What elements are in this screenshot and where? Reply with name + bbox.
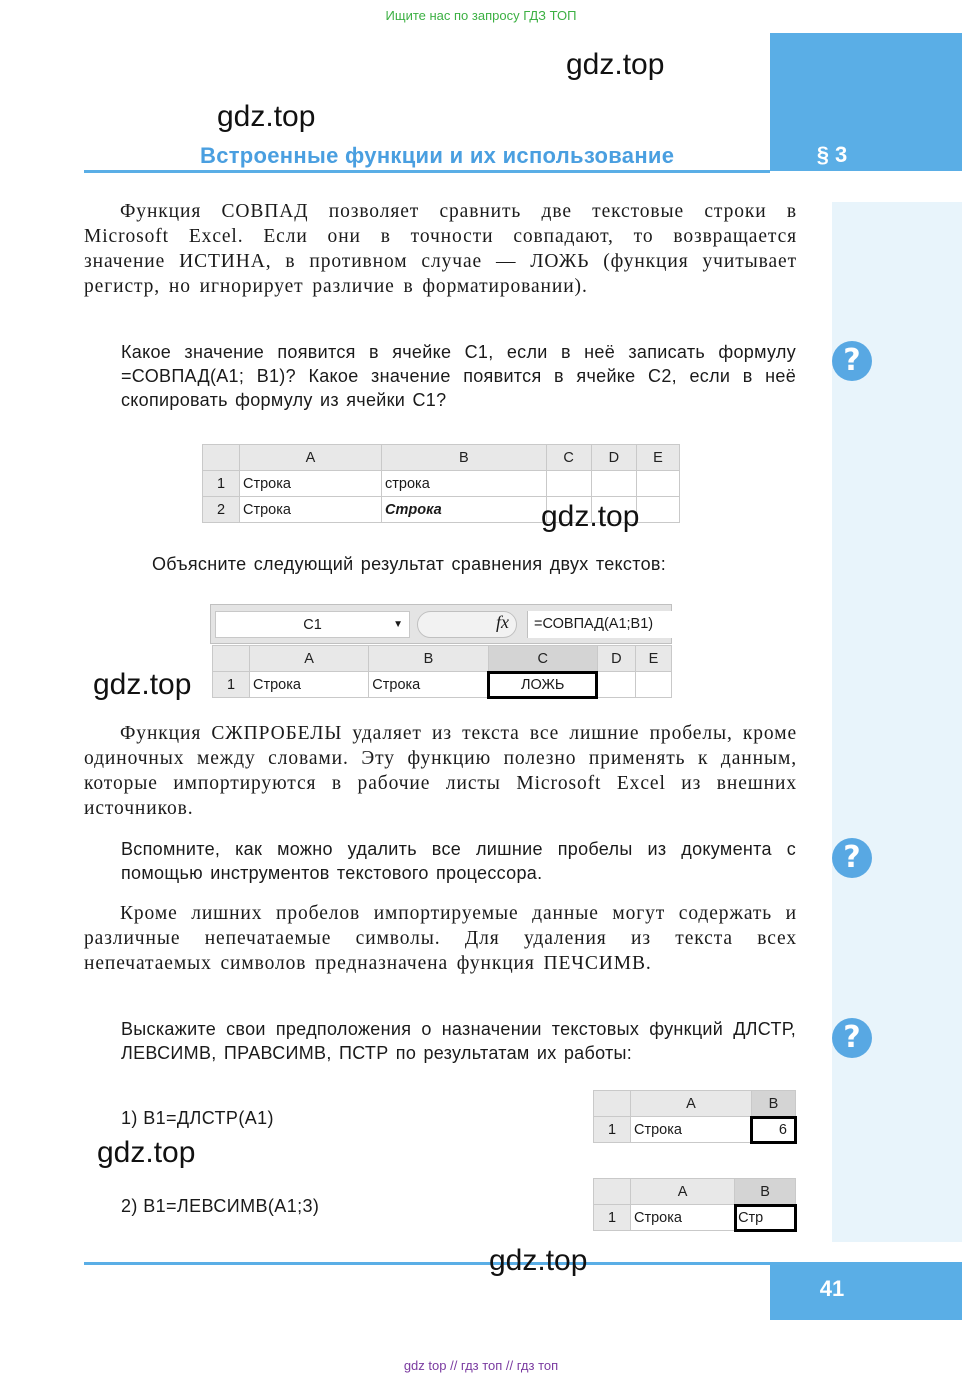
chapter-title: Встроенные функции и их использование: [200, 143, 675, 168]
row-header[interactable]: 1: [213, 672, 250, 698]
column-header[interactable]: C: [546, 445, 591, 471]
cell-c1[interactable]: [546, 471, 591, 497]
top-banner: Ищите нас по запросу ГДЗ ТОП: [385, 8, 577, 23]
watermark: gdz.top: [97, 1136, 196, 1169]
section-number: § 3: [816, 142, 848, 167]
example-label: 2) B1=ЛЕВСИМВ(A1;3): [121, 1196, 320, 1216]
corner-cell[interactable]: [213, 646, 250, 672]
question-text: Какое значение появится в ячейке С1, если в неё записать формулу =СОВПАД(А1; В1)? Какое значение появится в ячейке С2, если в неё скопировать формулу из ячейки С1?: [121, 342, 796, 410]
page-number: 41: [819, 1276, 845, 1301]
watermark: gdz.top: [541, 500, 640, 533]
bottom-links[interactable]: gdz top // гдз топ // гдз топ: [403, 1358, 559, 1373]
chevron-down-icon[interactable]: ▼: [393, 619, 403, 630]
corner-cell[interactable]: [203, 445, 240, 471]
cell-a1[interactable]: Строка: [240, 471, 382, 497]
column-header[interactable]: B: [751, 1091, 795, 1117]
paragraph-szhprobely: Функция СЖПРОБЕЛЫ удаляет из текста все лишние пробелы, кроме одиночных между словами. Эту функцию полезно применять к данным, которые импортируются в рабочие листы Microsoft Excel из внешних источников.: [84, 723, 797, 819]
question-text: Выскажите свои предположения о назначении текстовых функций ДЛСТР, ЛЕВСИМВ, ПРАВСИМВ, ПСТР по результатам их работы:: [121, 1019, 796, 1063]
watermark: gdz.top: [93, 668, 192, 701]
column-header[interactable]: C: [488, 646, 597, 672]
row-header[interactable]: 1: [594, 1117, 631, 1143]
column-header[interactable]: A: [240, 445, 382, 471]
watermark: gdz.top: [566, 48, 665, 81]
paragraph-pechsimv: Кроме лишних пробелов импортируемые данные могут содержать и различные непечатаемые символы. Для удаления из текста всех непечатаемых символов предназначена функция ПЕЧСИМВ.: [84, 903, 797, 974]
example-table-2: [593, 1178, 796, 1231]
column-header[interactable]: E: [635, 646, 671, 672]
cell-c1-selected[interactable]: ЛОЖЬ: [488, 672, 597, 698]
cell-b1[interactable]: Строка: [369, 672, 488, 698]
formula-bar: [210, 604, 672, 644]
column-header[interactable]: B: [369, 646, 488, 672]
fx-icon[interactable]: fx: [496, 612, 509, 632]
cell-b2[interactable]: Строка: [382, 497, 547, 523]
question-icon: ?: [832, 838, 872, 878]
column-header[interactable]: A: [250, 646, 369, 672]
row-header[interactable]: 1: [203, 471, 240, 497]
question-text: Вспомните, как можно удалить все лишние пробелы из документа с помощью инструментов текстового процессора.: [121, 839, 796, 883]
corner-cell[interactable]: [594, 1091, 631, 1117]
column-header[interactable]: A: [631, 1179, 735, 1205]
header-divider: [84, 170, 770, 173]
cell-b1-selected[interactable]: 6: [751, 1117, 795, 1143]
cell-a1[interactable]: Строка: [631, 1205, 735, 1231]
cell-a1[interactable]: Строка: [250, 672, 369, 698]
footer-divider: [84, 1262, 770, 1265]
column-header[interactable]: D: [591, 445, 636, 471]
paragraph-sovpad: Функция СОВПАД позволяет сравнить две текстовые строки в Microsoft Excel. Если они в точности совпадают, то возвращается значение ИСТИНА, в противном случае — ЛОЖЬ (функция учитывает регистр, но игнорирует различие в форматировании).: [84, 201, 797, 297]
watermark: gdz.top: [217, 100, 316, 133]
question-icon: ?: [832, 1018, 872, 1058]
cell-e1[interactable]: [636, 471, 679, 497]
example-label: 1) B1=ДЛСТР(A1): [121, 1108, 274, 1128]
example-table-1: [593, 1090, 796, 1143]
name-box[interactable]: C1 ▼: [215, 611, 410, 638]
spreadsheet-table-2: [212, 645, 672, 698]
row-header[interactable]: 2: [203, 497, 240, 523]
cell-d1[interactable]: [591, 471, 636, 497]
cell-b1[interactable]: строка: [382, 471, 547, 497]
column-header[interactable]: B: [735, 1179, 796, 1205]
row-header[interactable]: 1: [594, 1205, 631, 1231]
cell-d1[interactable]: [597, 672, 635, 698]
question-text: Объясните следующий результат сравнения двух текстов:: [152, 554, 667, 574]
cell-e1[interactable]: [635, 672, 671, 698]
cell-a2[interactable]: Строка: [240, 497, 382, 523]
column-header[interactable]: E: [636, 445, 679, 471]
question-icon: ?: [832, 341, 872, 381]
column-header[interactable]: D: [597, 646, 635, 672]
watermark: gdz.top: [489, 1244, 588, 1277]
cell-b1-selected[interactable]: Стр: [735, 1205, 796, 1231]
cell-a1[interactable]: Строка: [631, 1117, 752, 1143]
column-header[interactable]: A: [631, 1091, 752, 1117]
column-header[interactable]: B: [382, 445, 547, 471]
corner-cell[interactable]: [594, 1179, 631, 1205]
formula-input[interactable]: =СОВПАД(A1;B1): [527, 611, 673, 638]
cell-e2[interactable]: [636, 497, 679, 523]
